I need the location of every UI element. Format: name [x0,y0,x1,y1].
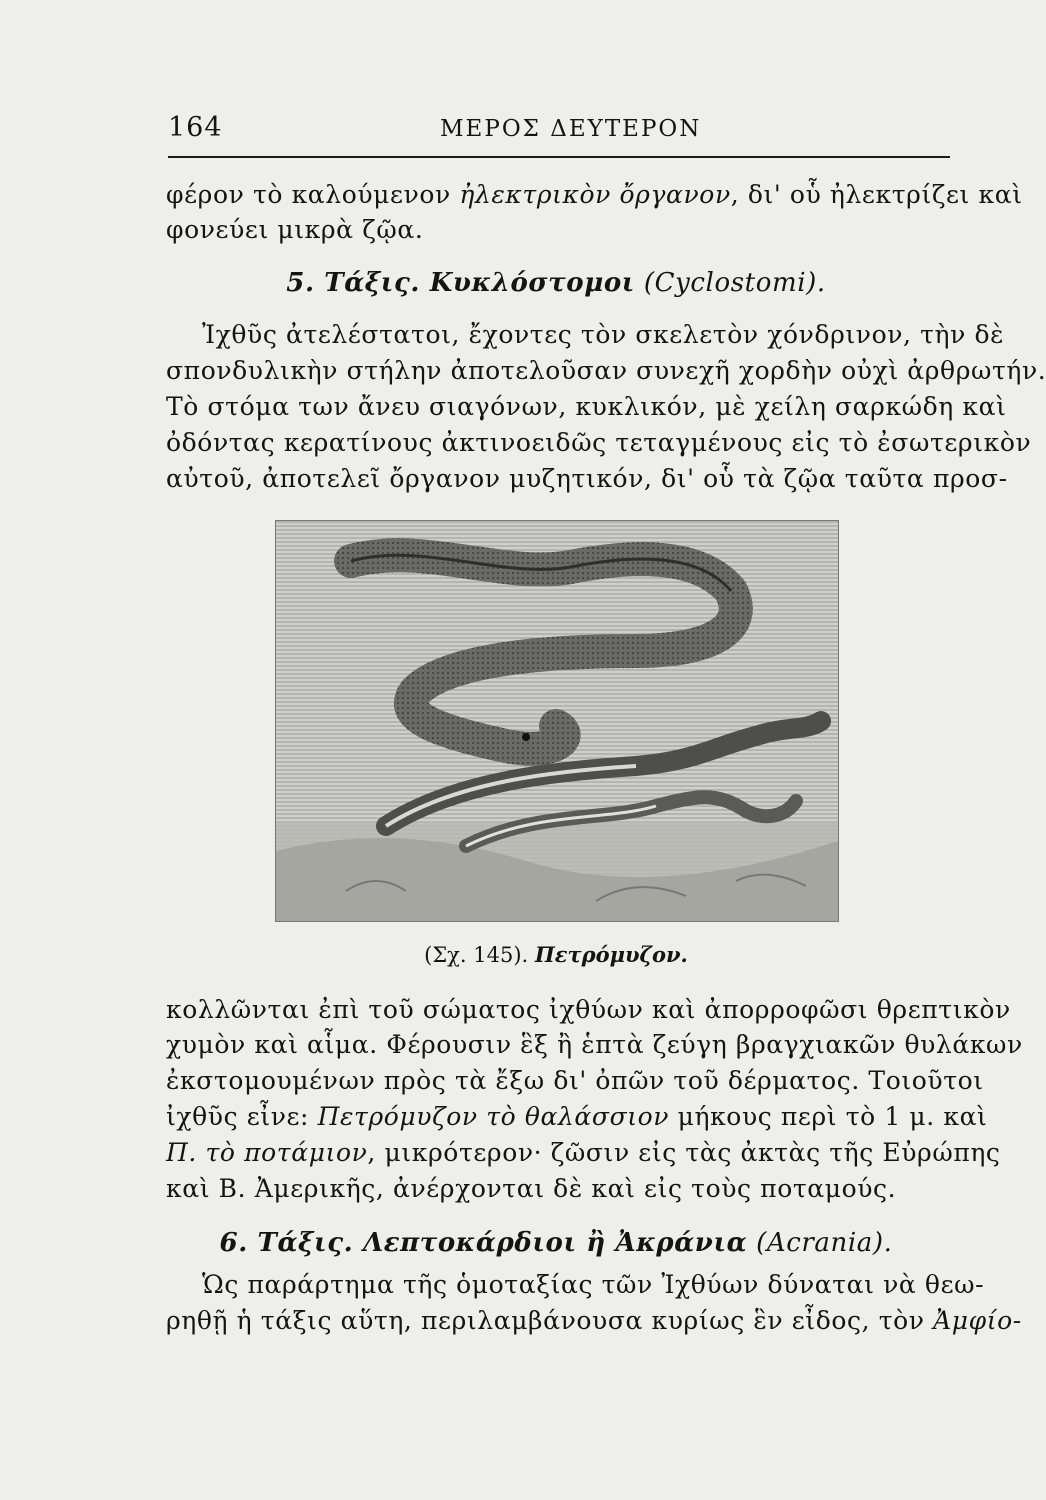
section-heading [166,266,946,300]
figure-title: Πετρόμυζον. [534,942,688,967]
header-rule [168,156,950,158]
text-line [166,1136,1001,1170]
section-title: 6. Τάξις. Λεπτοκάρδιοι ἢ Ἀκράνια [219,1228,748,1258]
running-head: ΜΕΡΟΣ ΔΕΥΤΕΡΟΝ [440,116,702,142]
section-latin-name: (Acrania). [747,1228,893,1258]
italic-term: ἠλεκτρικὸν ὄργανον [459,180,731,209]
text-line: Ἰχθῦς ἀτελέστατοι, ἔχοντες τὸν σκελετὸν χόνδρινον, τὴν δὲ [202,320,1005,349]
text-line: φονεύει μικρὰ ζῷα. [166,215,424,244]
text-line: Τὸ στόμα των ἄνευ σιαγόνων, κυκλικόν, μὲ χείλη σαρκώδη καὶ [166,392,1007,421]
text-line: ἐκστομουμένων πρὸς τὰ ἔξω δι' ὀπῶν τοῦ δέρματος. Τοιοῦτοι [166,1066,984,1095]
text-line [166,1100,988,1134]
italic-term: Πετρόμυζον τὸ θαλάσσιον [317,1102,670,1131]
text-line: αὐτοῦ, ἀποτελεῖ ὄργανον μυζητικόν, δι' οὗ τὰ ζῷα ταῦτα προσ- [166,464,1008,493]
text-line [166,1304,1022,1338]
text-line: ὀδόντας κερατίνους ἀκτινοειδῶς τεταγμένους εἰς τὸ ἐσωτερικὸν [166,428,1032,457]
figure-number: (Σχ. 145). [424,943,535,967]
text-line: κολλῶνται ἐπὶ τοῦ σώματος ἰχθύων καὶ ἀπορροφῶσι θρεπτικὸν [166,995,1011,1024]
page-number: 164 [168,112,223,143]
text-span: ἰχθῦς εἶνε: [166,1102,318,1131]
text-span: ρηθῇ ἡ τάξις αὕτη, περιλαμβάνουσα κυρίως ἓν εἶδος, τὸν [166,1306,934,1335]
section-latin-name: (Cyclostomi). [634,268,826,298]
text-span: , μικρότερον· ζῶσιν εἰς τὰς ἀκτὰς τῆς Εὐρώπης [367,1138,1001,1167]
engraving-drawing [276,521,838,921]
text-line: Ὡς παράρτημα τῆς ὁμοταξίας τῶν Ἰχθύων δύναται νὰ θεω- [202,1270,985,1299]
section-title: 5. Τάξις. Κυκλόστομοι [286,268,635,298]
text-line: καὶ Β. Ἀμερικῆς, ἀνέρχονται δὲ καὶ εἰς τοὺς ποταμούς. [166,1174,897,1203]
text-line: χυμὸν καὶ αἷμα. Φέρουσιν ἓξ ἢ ἑπτὰ ζεύγη βραγχιακῶν θυλάκων [166,1030,1023,1059]
text-span: φέρον τὸ καλούμενον [166,180,460,209]
text-span: , δι' οὗ ἠλεκτρίζει καὶ [730,180,1023,209]
page-header [168,112,948,152]
italic-term: Π. τὸ ποτάμιον [166,1138,368,1167]
text-line [166,178,1023,212]
text-line: σπονδυλικὴν στήλην ἀποτελοῦσαν συνεχῆ χορδὴν οὐχὶ ἀρθρωτήν. [166,356,1046,385]
italic-term: Ἀμφίο- [933,1306,1022,1335]
section-heading [166,1226,946,1260]
lamprey-illustration [275,520,839,922]
text-span: μήκους περὶ τὸ 1 μ. καὶ [669,1102,988,1131]
figure-caption [166,942,946,967]
